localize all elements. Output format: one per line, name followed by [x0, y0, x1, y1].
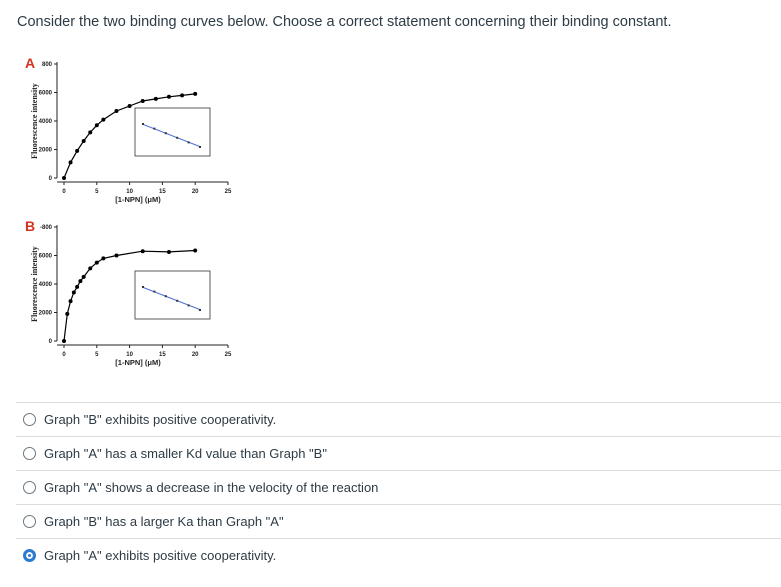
data-point	[62, 339, 66, 343]
x-tick-label: 10	[126, 352, 133, 358]
data-point	[180, 93, 184, 97]
answer-list	[16, 402, 781, 572]
x-axis-label: [1-NPN] (μM)	[115, 358, 161, 367]
answer-label: Graph "A" exhibits positive cooperativity.	[44, 548, 277, 563]
y-tick-label: 0	[48, 339, 52, 345]
answer-option-4[interactable]	[16, 504, 781, 538]
y-tick-label: -800	[39, 225, 52, 231]
data-point	[154, 97, 158, 101]
y-tick-label: 0	[48, 176, 52, 182]
inset-point	[199, 309, 201, 311]
x-tick-label: 5	[95, 189, 99, 195]
question-text: Consider the two binding curves below. Choose a correct statement concerning their binding constant.	[17, 14, 672, 30]
inset-point	[188, 141, 190, 143]
data-point	[95, 123, 99, 127]
data-point	[101, 256, 105, 260]
panel-letter: B	[25, 218, 36, 234]
answer-label: Graph "A" shows a decrease in the velocity of the reaction	[44, 480, 379, 495]
inset-plot	[135, 108, 210, 156]
y-tick-label: 6000	[38, 90, 52, 97]
data-point	[62, 176, 66, 180]
y-tick-label: 6000	[38, 253, 52, 260]
answer-option-1[interactable]	[16, 402, 781, 436]
x-tick-label: 10	[126, 189, 133, 195]
data-point	[101, 118, 105, 122]
data-point	[75, 149, 79, 153]
x-tick-label: 15	[159, 352, 166, 358]
radio-button[interactable]	[23, 447, 36, 460]
radio-button[interactable]	[23, 481, 36, 494]
x-axis-label: [1-NPN] (μM)	[115, 195, 161, 204]
radio-button[interactable]	[23, 515, 36, 528]
x-tick-label: 25	[224, 352, 232, 358]
answer-label: Graph "B" has a larger Ka than Graph "A"	[44, 514, 284, 529]
y-tick-label: 2000	[38, 310, 52, 317]
data-point	[141, 99, 145, 103]
data-point	[75, 285, 79, 289]
y-tick-label: 4000	[38, 282, 52, 288]
radio-button[interactable]	[23, 413, 36, 426]
answer-option-5[interactable]	[16, 538, 781, 572]
inset-point	[176, 300, 178, 302]
data-point	[82, 275, 86, 279]
y-tick-label: 800	[41, 62, 52, 68]
y-tick-label: 4000	[38, 119, 52, 125]
data-point	[88, 266, 92, 270]
data-point	[128, 104, 132, 108]
x-tick-label: 25	[224, 189, 232, 195]
x-tick-label: 5	[95, 352, 99, 358]
y-tick-label: 2000	[38, 147, 52, 154]
inset-point	[153, 291, 155, 293]
data-point	[167, 95, 171, 99]
inset-point	[165, 132, 167, 134]
panel-letter: A	[25, 55, 36, 71]
answer-label: Graph "A" has a smaller Kd value than Graph "B"	[44, 446, 327, 461]
inset-point	[188, 304, 190, 306]
x-tick-label: 20	[191, 352, 199, 358]
answer-option-3[interactable]	[16, 470, 781, 504]
x-tick-label: 15	[159, 189, 166, 195]
y-axis-label: Fluorescence intensity	[30, 246, 39, 322]
data-point	[193, 92, 197, 96]
data-point	[69, 299, 73, 303]
inset-point	[199, 146, 201, 148]
data-point	[114, 254, 118, 258]
x-tick-label: 0	[62, 352, 66, 358]
data-point	[88, 130, 92, 134]
data-point	[78, 279, 82, 283]
data-point	[95, 261, 99, 265]
inset-point	[153, 128, 155, 130]
binding-chart-a	[0, 52, 260, 212]
binding-chart-b	[0, 215, 260, 375]
answer-option-2[interactable]	[16, 436, 781, 470]
data-point	[167, 250, 171, 254]
data-point	[82, 139, 86, 143]
data-point	[114, 109, 118, 113]
inset-point	[176, 137, 178, 139]
y-axis-label: Fluorescence intensity	[30, 83, 39, 159]
x-tick-label: 0	[62, 189, 66, 195]
inset-plot	[135, 271, 210, 319]
inset-point	[142, 286, 144, 288]
data-point	[193, 249, 197, 253]
data-point	[141, 249, 145, 253]
inset-point	[142, 123, 144, 125]
data-point	[72, 291, 76, 295]
radio-button[interactable]	[23, 549, 36, 562]
data-point	[65, 312, 69, 316]
inset-point	[165, 295, 167, 297]
x-tick-label: 20	[191, 189, 199, 195]
answer-label: Graph "B" exhibits positive cooperativity.	[44, 412, 277, 427]
data-point	[69, 160, 73, 164]
